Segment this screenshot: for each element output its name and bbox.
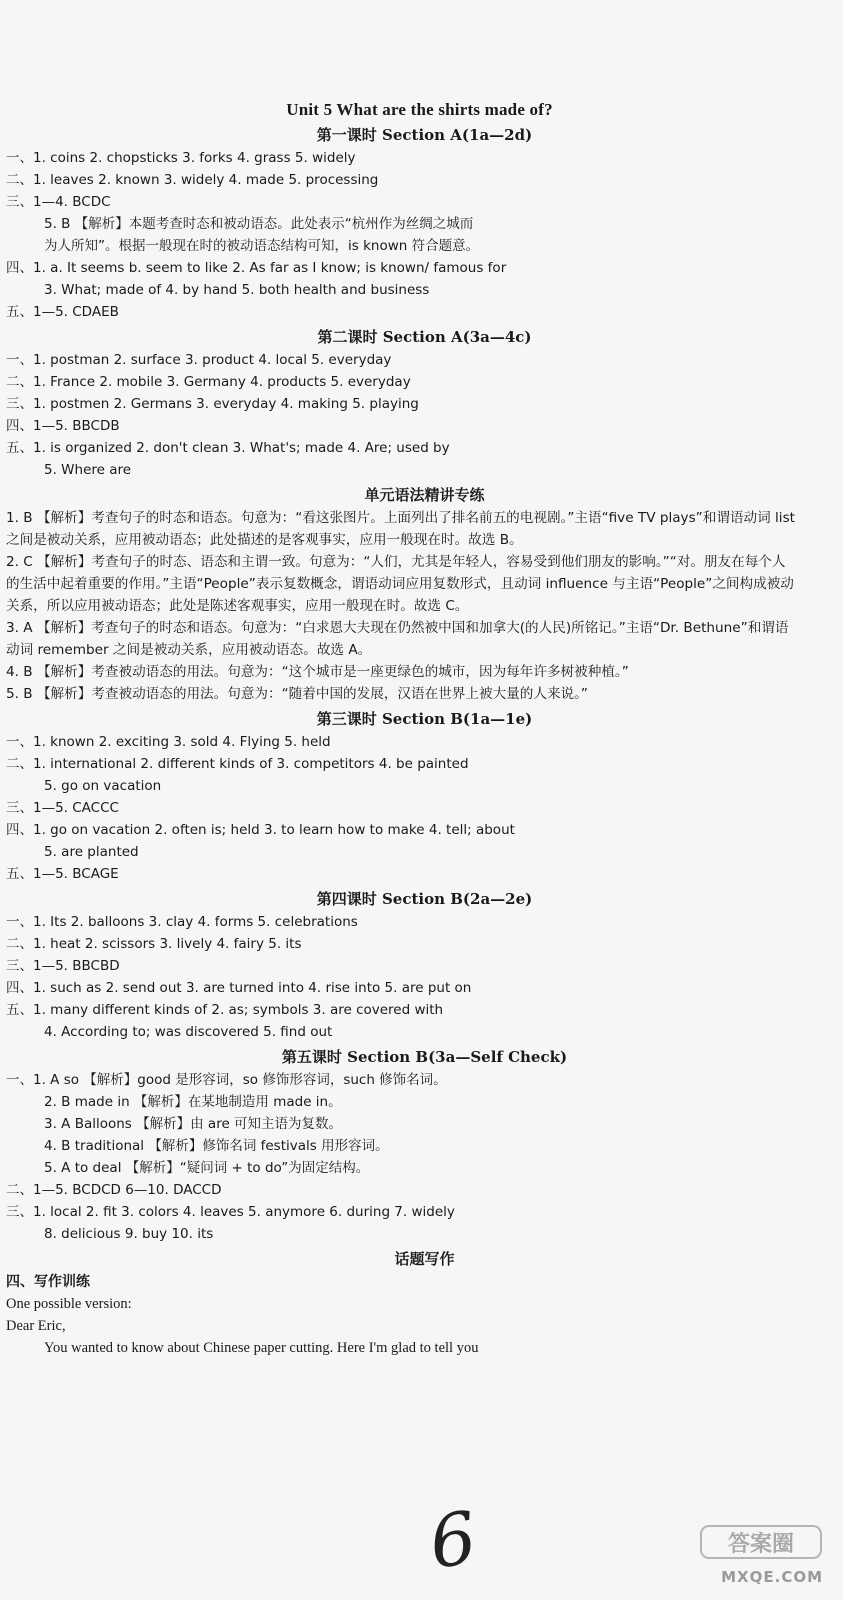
unit-title: Unit 5 What are the shirts made of? bbox=[286, 100, 553, 119]
lesson-1-answer-line: 五、1—5. CDAEB bbox=[6, 304, 119, 320]
letter-version-label: One possible version: bbox=[6, 1296, 132, 1312]
lesson-5-answer-line: 2. B made in 【解析】在某地制造用 made in。 bbox=[44, 1094, 342, 1110]
lesson-4-answer-line: 4. According to; was discovered 5. find out bbox=[44, 1024, 333, 1040]
lesson-1-answer-line: 一、1. coins 2. chopsticks 3. forks 4. grass 5. widely bbox=[6, 150, 356, 166]
lesson-4-answer-line: 三、1—5. BBCBD bbox=[6, 958, 120, 974]
lesson-3-answer-line: 5. go on vacation bbox=[44, 778, 162, 794]
lesson-2-answer-line: 四、1—5. BBCDB bbox=[6, 418, 120, 434]
letter-greeting: Dear Eric, bbox=[6, 1318, 66, 1334]
lesson-5-answer-line: 一、1. A so 【解析】good 是形容词，so 修饰形容词，such 修饰名词。 bbox=[6, 1072, 447, 1088]
grammar-explanation: 1. B 【解析】考查句子的时态和语态。句意为：“看这张图片。上面列出了排名前五的电视剧。”主语“five TV plays”和谓语动词 list 之间是被动关系，应用被动语态；此处描述的是客观事实，应用一般现在时。故选 B。 bbox=[6, 510, 795, 548]
lesson-3-answer-line: 5. are planted bbox=[44, 844, 139, 860]
lesson-5-answer-line: 8. delicious 9. buy 10. its bbox=[44, 1226, 214, 1242]
grammar-explanation: 5. B 【解析】考查被动语态的用法。句意为：“随着中国的发展，汉语在世界上被大量的人来说。” bbox=[6, 686, 588, 702]
writing-section-title: 话题写作 bbox=[394, 1250, 455, 1268]
grammar-explanation: 4. B 【解析】考查被动语态的用法。句意为：“这个城市是一座更绿色的城市，因为每年许多树被种植。” bbox=[6, 664, 629, 680]
lesson-3-answer-line: 一、1. known 2. exciting 3. sold 4. Flying 5. held bbox=[6, 734, 331, 750]
watermark-logo-text: 答案圈 bbox=[727, 1532, 795, 1557]
lesson-4-answer-line: 二、1. heat 2. scissors 3. lively 4. fairy 5. its bbox=[6, 936, 302, 952]
lesson-4-answer-line: 五、1. many different kinds of 2. as; symbols 3. are covered with bbox=[6, 1002, 444, 1018]
lesson-1-answer-line: 二、1. leaves 2. known 3. widely 4. made 5. processing bbox=[6, 172, 379, 188]
lesson-2-title: 第二课时 Section A(3a—4c) bbox=[317, 328, 532, 346]
lesson-3-title: 第三课时 Section B(1a—1e) bbox=[316, 710, 533, 728]
lesson-3-answer-line: 四、1. go on vacation 2. often is; held 3. to learn how to make 4. tell; about bbox=[6, 822, 515, 838]
lesson-2-answer-line: 二、1. France 2. mobile 3. Germany 4. products 5. everyday bbox=[6, 374, 411, 390]
site-watermark bbox=[631, 1522, 831, 1586]
lesson-5-answer-line: 二、1—5. BCDCD 6—10. DACCD bbox=[6, 1182, 222, 1198]
lesson-4-answer-line: 一、1. Its 2. balloons 3. clay 4. forms 5. celebrations bbox=[6, 914, 358, 930]
lesson-4-answer-line: 四、1. such as 2. send out 3. are turned into 4. rise into 5. are put on bbox=[6, 980, 472, 996]
writing-heading: 四、写作训练 bbox=[6, 1274, 90, 1290]
lesson-1-answer-line: 三、1—4. BCDC bbox=[6, 194, 111, 210]
lesson-5-answer-line: 三、1. local 2. fit 3. colors 4. leaves 5. anymore 6. during 7. widely bbox=[6, 1204, 455, 1220]
lesson-1-title: 第一课时 Section A(1a—2d) bbox=[316, 126, 533, 144]
watermark-site-text: MXQE.COM bbox=[721, 1568, 823, 1586]
lesson-5-answer-line: 4. B traditional 【解析】修饰名词 festivals 用形容词。 bbox=[44, 1138, 389, 1154]
lesson-4-title: 第四课时 Section B(2a—2e) bbox=[316, 890, 533, 908]
lesson-1-note-line: 为人所知”。根据一般现在时的被动语态结构可知，is known 符合题意。 bbox=[44, 238, 480, 254]
lesson-5-answer-line: 3. A Balloons 【解析】由 are 可知主语为复数。 bbox=[44, 1116, 343, 1132]
page-number: 6 bbox=[424, 1495, 482, 1585]
grammar-section-title: 单元语法精讲专练 bbox=[364, 486, 485, 504]
lesson-5-title: 第五课时 Section B(3a—Self Check) bbox=[281, 1048, 568, 1066]
lesson-1-answer-line: 四、1. a. It seems b. seem to like 2. As far as I know; is known/ famous for bbox=[6, 260, 507, 276]
lesson-1-note-line: 5. B 【解析】本题考查时态和被动语态。此处表示“杭州作为丝绸之城而 bbox=[44, 216, 474, 232]
grammar-explanation: 2. C 【解析】考查句子的时态、语态和主谓一致。句意为：“人们，尤其是年轻人，容易受到他们朋友的影响。”“对。朋友在每个人的生活中起着重要的作用。”主语“People”表示复数概念，谓语动词应用复数形式，且动词 influence 与主语“People”之间构成被动关系，所以应用被动语态；此处是陈述客观事实，应用一般现在时。故选 C。 bbox=[6, 554, 794, 614]
lesson-3-answer-line: 二、1. international 2. different kinds of 3. competitors 4. be painted bbox=[6, 756, 469, 772]
lesson-2-answer-line: 五、1. is organized 2. don't clean 3. What's; made 4. Are; used by bbox=[6, 440, 450, 456]
lesson-5-answer-line: 5. A to deal 【解析】“疑问词 + to do”为固定结构。 bbox=[44, 1160, 370, 1176]
grammar-explanation: 3. A 【解析】考查句子的时态和语态。句意为：“白求恩大夫现在仍然被中国和加拿大(的人民)所铭记。”主语“Dr. Bethune”和谓语动词 remember 之间是被动关系，应用被动语态。故选 A。 bbox=[6, 620, 789, 658]
lesson-3-answer-line: 三、1—5. CACCC bbox=[6, 800, 119, 816]
watermark-logo-icon bbox=[631, 1522, 831, 1562]
lesson-2-answer-line: 一、1. postman 2. surface 3. product 4. local 5. everyday bbox=[6, 352, 392, 368]
lesson-1-answer-line: 3. What; made of 4. by hand 5. both health and business bbox=[44, 282, 430, 298]
lesson-2-answer-line: 三、1. postmen 2. Germans 3. everyday 4. making 5. playing bbox=[6, 396, 419, 412]
lesson-2-answer-line: 5. Where are bbox=[44, 462, 132, 478]
letter-body: You wanted to know about Chinese paper cutting. Here I'm glad to tell you bbox=[44, 1340, 479, 1356]
lesson-3-answer-line: 五、1—5. BCAGE bbox=[6, 866, 119, 882]
